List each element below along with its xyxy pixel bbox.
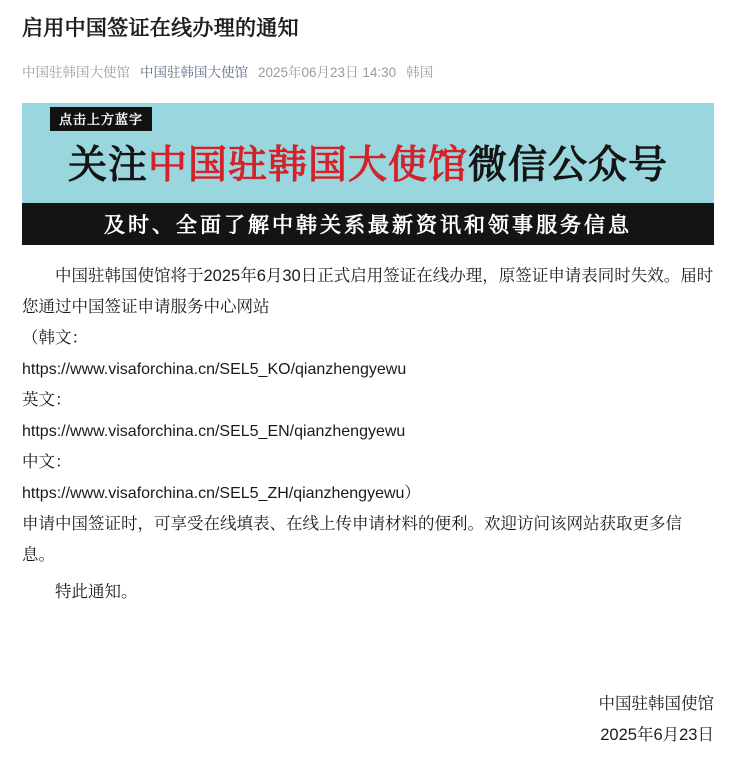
page-title: 启用中国签证在线办理的通知: [22, 17, 299, 40]
banner-top-row: [22, 103, 714, 131]
article-page: [0, 14, 736, 769]
body-paragraph-benefits: 申请中国签证时，可享受在线填表、在线上传申请材料的便利。欢迎访问该网站获取更多信息。: [22, 515, 682, 565]
banner-subheadline: [22, 203, 714, 245]
visa-link-korean[interactable]: https://www.visaforchina.cn/SEL5_KO/qianzhengyewu: [22, 361, 407, 379]
signature-block: [599, 689, 715, 751]
banner-subheadline-text: 及时、全面了解中韩关系最新资讯和领事服务信息: [104, 214, 632, 238]
body-paragraph-intro: 中国驻韩国使馆将于2025年6月30日正式启用签证在线办理，原签证申请表同时失效。届时您通过中国签证申请服务中心网站: [22, 267, 714, 317]
signature-organization: 中国驻韩国使馆: [598, 695, 714, 713]
signature-date: 2025年6月23日: [600, 726, 714, 744]
meta-author: 中国驻韩国大使馆: [22, 65, 130, 81]
body-label-chinese: 中文：: [22, 453, 72, 472]
promo-banner-image: [22, 103, 714, 245]
body-label-english: 英文：: [22, 391, 72, 410]
banner-headline-part1: 关注: [67, 143, 148, 189]
article-meta: [22, 61, 714, 81]
body-paragraph-closing: 特此通知。: [55, 583, 138, 602]
meta-location: 韩国: [406, 65, 434, 81]
banner-headline-part3: 微信公众号: [468, 143, 669, 189]
visa-link-chinese[interactable]: https://www.visaforchina.cn/SEL5_ZH/qianzhengyewu）: [22, 485, 421, 503]
meta-account-link[interactable]: 中国驻韩国大使馆: [140, 65, 248, 81]
article-body: [22, 261, 714, 608]
banner-tag-label: 点击上方蓝字: [50, 107, 152, 131]
meta-date: 2025年06月23日 14:30: [258, 65, 397, 81]
banner-headline: [22, 131, 714, 193]
body-label-korean: （韩文：: [22, 329, 88, 348]
visa-link-english[interactable]: https://www.visaforchina.cn/SEL5_EN/qianzhengyewu: [22, 423, 406, 441]
banner-headline-part2: 中国驻韩国大使馆: [147, 143, 468, 189]
